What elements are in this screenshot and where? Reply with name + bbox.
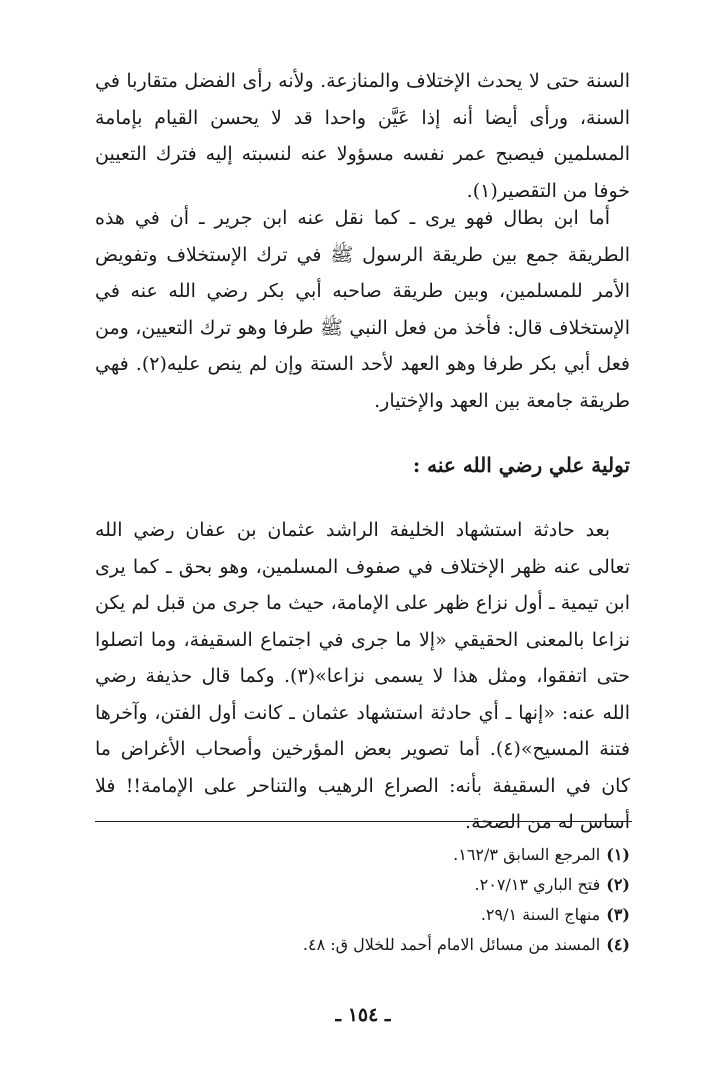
paragraph-text: السنة حتى لا يحدث الإختلاف والمنازعة. ولأنه رأى الفضل متقاربا في السنة، ورأى أيضا أنه إذا عَيَّن واحدا قد لا يحسن القيام بإمامة المسلمين فيصبح عمر نفسه مسؤولا عنه لنسبته إليه فترك التعيين خوفا من التقصير(١). xyxy=(95,70,630,202)
page-number: ـ ١٥٤ ـ xyxy=(335,1004,391,1026)
footnote-text: المسند من مسائل الامام أحمد للخلال ق: ٤٨. xyxy=(302,935,601,954)
footnote-text: منهاج السنة ٢٩/١. xyxy=(480,905,601,924)
footnote-text: فتح الباري ٢٠٧/١٣. xyxy=(474,875,601,894)
footnotes xyxy=(95,840,630,960)
footnote-number: (٤) xyxy=(606,935,630,954)
footnote-item xyxy=(95,840,630,870)
footnote-item xyxy=(95,930,630,960)
paragraph-continuation xyxy=(95,63,630,209)
paragraph-text: أما ابن بطال فهو يرى ـ كما نقل عنه ابن جرير ـ أن في هذه الطريقة جمع بين طريقة الرسول ﷺ في ترك الإستخلاف وتفويض الأمر للمسلمين، وبين طريقة صاحبه أبي بكر رضي الله عنه في الإستخلاف قال: فأخذ من فعل النبي ﷺ طرفا وهو ترك التعيين، ومن فعل أبي بكر طرفا وهو العهد لأحد الستة وإن لم ينص عليه(٢). فهي طريقة جامعة بين العهد والإختيار. xyxy=(95,207,630,412)
paragraph-ali-succession xyxy=(95,512,630,841)
footnote-number: (٣) xyxy=(606,905,630,924)
footnote-text: المرجع السابق ١٦٢/٣. xyxy=(453,845,601,864)
footnote-number: (١) xyxy=(606,845,630,864)
footnote-divider xyxy=(95,821,632,822)
paragraph-ibn-battal xyxy=(95,200,630,419)
section-heading: تولية علي رضي الله عنه : xyxy=(412,453,630,477)
footnote-number: (٢) xyxy=(606,875,630,894)
footnote-item xyxy=(95,900,630,930)
footnote-item xyxy=(95,870,630,900)
paragraph-text: بعد حادثة استشهاد الخليفة الراشد عثمان بن عفان رضي الله تعالى عنه ظهر الإختلاف في صفوف المسلمين، وهو بحق ـ كما يرى ابن تيمية ـ أول نزاع ظهر على الإمامة، حيث ما جرى من قبل لم يكن نزاعا بالمعنى الحقيقي «إلا ما جرى في اجتماع السقيفة، وما اتصلوا حتى اتفقوا، ومثل هذا لا يسمى نزاعا»(٣). وكما قال حذيفة رضي الله عنه: «إنها ـ أي حادثة استشهاد عثمان ـ كانت أول الفتن، وآخرها فتنة المسيح»(٤). أما تصوير بعض المؤرخين وأصحاب الأغراض ما كان في السقيفة بأنه: الصراع الرهيب والتناحر على الإمامة!! فلا أساس له من الصحة. xyxy=(95,519,631,833)
